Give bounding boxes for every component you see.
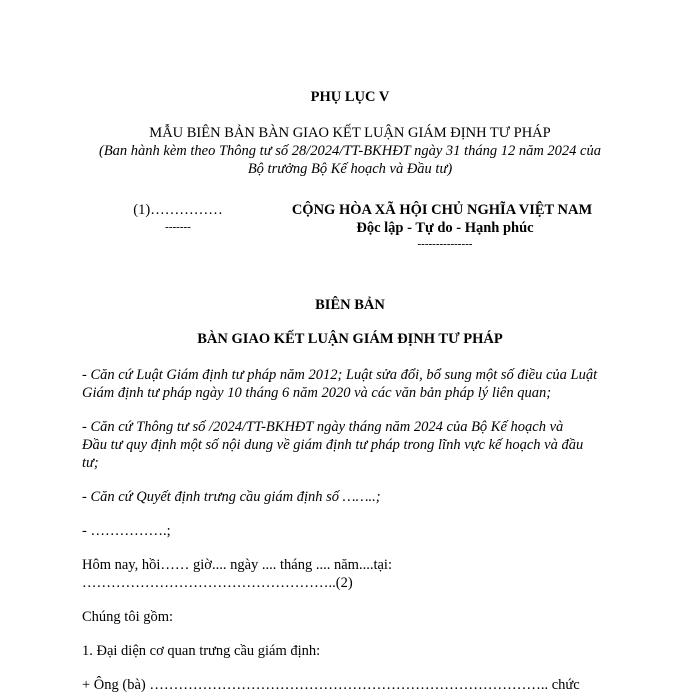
- basis-circular-line-3: tư;: [82, 455, 99, 471]
- issued-line-2: Bộ trưởng Bộ Kế hoạch và Đầu tư): [247, 161, 453, 177]
- we-include: Chúng tôi gồm:: [82, 609, 174, 625]
- issued-line-1: (Ban hành kèm theo Thông tư số 28/2024/TT-BKHĐT ngày 31 tháng 12 năm 2024 của: [99, 143, 601, 159]
- agency-placeholder: (1)……………: [133, 202, 223, 218]
- appendix-title: PHỤ LỤC V: [310, 89, 390, 105]
- basis-other-line: - …………….;: [82, 523, 171, 539]
- today-line-2: ……………………………………………..(2): [82, 575, 353, 591]
- form-title: MẪU BIÊN BẢN BÀN GIAO KẾT LUẬN GIÁM ĐỊNH TƯ PHÁP: [149, 125, 551, 141]
- basis-law-line-1: - Căn cứ Luật Giám định tư pháp năm 2012; Luật sửa đổi, bổ sung một số điều của Luật: [82, 367, 598, 383]
- basis-law-line-2: Giám định tư pháp ngày 10 tháng 6 năm 2020 và các văn bản pháp lý liên quan;: [82, 385, 552, 401]
- doc-subtitle: BÀN GIAO KẾT LUẬN GIÁM ĐỊNH TƯ PHÁP: [197, 331, 503, 347]
- national-motto: Độc lập - Tự do - Hạnh phúc: [356, 220, 534, 236]
- national-title: CỘNG HÒA XÃ HỘI CHỦ NGHĨA VIỆT NAM: [291, 202, 593, 218]
- motto-underline: ---------------: [417, 238, 473, 250]
- basis-circular-line-2: Đầu tư quy định một số nội dung về giám định tư pháp trong lĩnh vực kế hoạch và đầu: [82, 437, 584, 453]
- person-line: + Ông (bà) ……………………………………………………………………….. chức: [82, 677, 580, 693]
- basis-decision-line: - Căn cứ Quyết định trưng cầu giám định số ……..;: [82, 489, 381, 505]
- section-1-heading: 1. Đại diện cơ quan trưng cầu giám định:: [82, 643, 321, 659]
- today-line-1: Hôm nay, hồi…… giờ.... ngày .... tháng .... năm....tại:: [82, 557, 392, 573]
- doc-title: BIÊN BẢN: [315, 297, 385, 313]
- basis-circular-line-1: - Căn cứ Thông tư số /2024/TT-BKHĐT ngày tháng năm 2024 của Bộ Kế hoạch và: [82, 419, 564, 435]
- agency-underline: -------: [165, 221, 191, 233]
